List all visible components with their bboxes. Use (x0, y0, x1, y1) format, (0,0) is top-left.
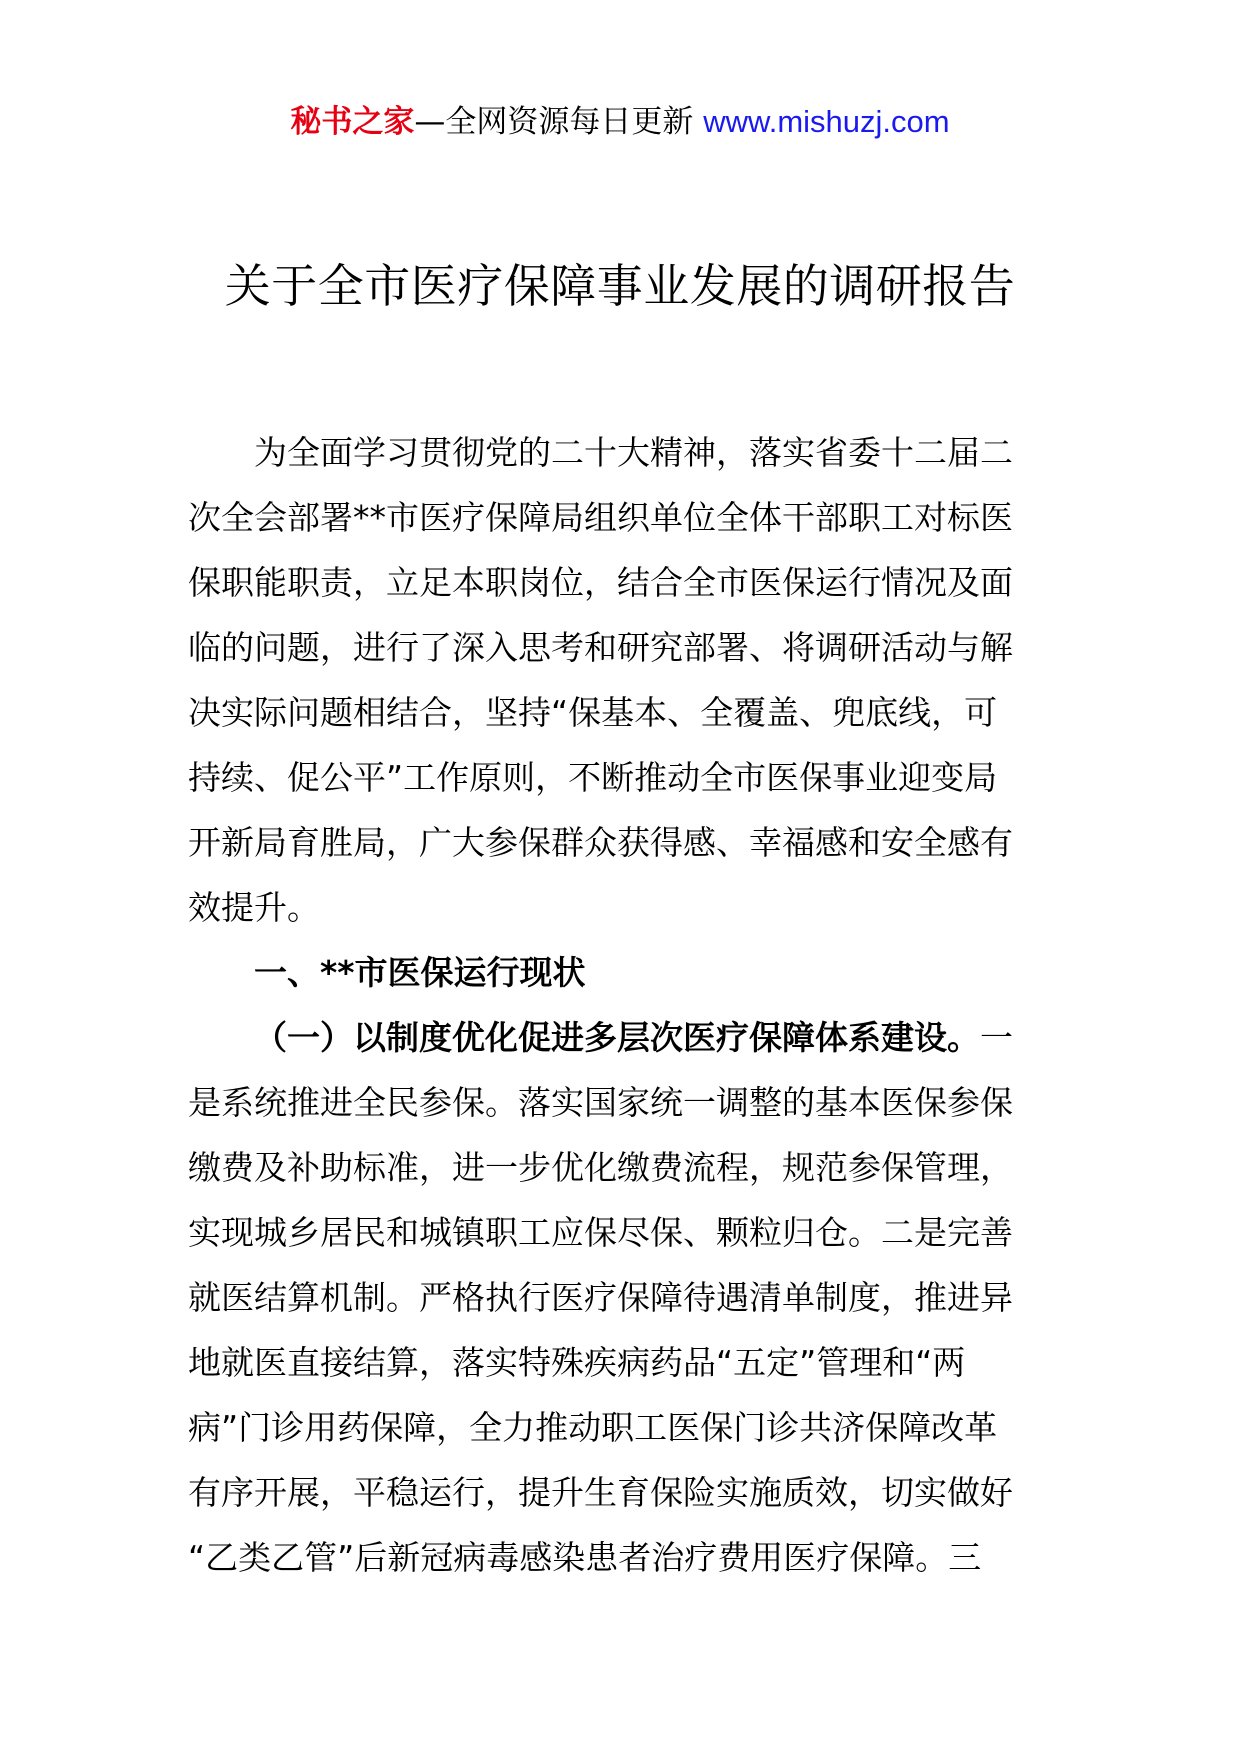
header-tagline: —全网资源每日更新 (414, 104, 704, 140)
body-line (188, 420, 1054, 485)
line-text: 一、**市医保运行现状 (254, 953, 586, 992)
body-line (188, 745, 1054, 810)
body-line (188, 1265, 1054, 1330)
line-text: 地就医直接结算，落实特殊疾病药品“五定”管理和“两 (188, 1343, 966, 1382)
line-text: 持续、促公平”工作原则，不断推动全市医保事业迎变局 (188, 758, 998, 797)
body-line (188, 940, 1054, 1005)
body-line (188, 680, 1054, 745)
line-text: 一 (980, 1018, 1013, 1057)
body-line (188, 1330, 1054, 1395)
line-text: 实现城乡居民和城镇职工应保尽保、颗粒归仓。二是完善 (188, 1213, 1013, 1252)
line-text: 次全会部署**市医疗保障局组织单位全体干部职工对标医 (188, 498, 1013, 537)
document-body (188, 420, 1054, 1590)
line-text: 病”门诊用药保障，全力推动职工医保门诊共济保障改革 (188, 1408, 998, 1447)
line-text: 是系统推进全民参保。落实国家统一调整的基本医保参保 (188, 1083, 1013, 1122)
line-text: 开新局育胜局，广大参保群众获得感、幸福感和安全感有 (188, 823, 1013, 862)
line-text: 就医结算机制。严格执行医疗保障待遇清单制度，推进异 (188, 1278, 1013, 1317)
line-text: 效提升。 (188, 888, 320, 927)
section-heading: （一）以制度优化促进多层次医疗保障体系建设。 (254, 1018, 980, 1057)
body-line (188, 1135, 1054, 1200)
body-line (188, 1200, 1054, 1265)
brand-name: 秘书之家 (290, 104, 415, 140)
body-line (188, 1460, 1054, 1525)
body-line (188, 1005, 1054, 1070)
line-text: 临的问题，进行了深入思考和研究部署、将调研活动与解 (188, 628, 1013, 667)
site-header (0, 98, 1240, 146)
line-text: 保职能职责，立足本职岗位，结合全市医保运行情况及面 (188, 563, 1013, 602)
line-text: “乙类乙管”后新冠病毒感染患者治疗费用医疗保障。三 (188, 1538, 982, 1577)
document-title: 关于全市医疗保障事业发展的调研报告 (224, 259, 1016, 313)
body-line (188, 550, 1054, 615)
line-text: 缴费及补助标准，进一步优化缴费流程，规范参保管理， (188, 1148, 1013, 1187)
body-line (188, 1525, 1054, 1590)
body-line (188, 1395, 1054, 1460)
site-url-link[interactable]: www.mishuzj.com (703, 104, 950, 139)
line-text: 为全面学习贯彻党的二十大精神，落实省委十二届二 (254, 433, 1013, 472)
line-text: 有序开展，平稳运行，提升生育保险实施质效，切实做好 (188, 1473, 1013, 1512)
body-line (188, 1070, 1054, 1135)
body-line (188, 615, 1054, 680)
line-text: 决实际问题相结合，坚持“保基本、全覆盖、兜底线，可 (188, 693, 998, 732)
body-line (188, 485, 1054, 550)
body-line (188, 875, 1054, 940)
body-line (188, 810, 1054, 875)
